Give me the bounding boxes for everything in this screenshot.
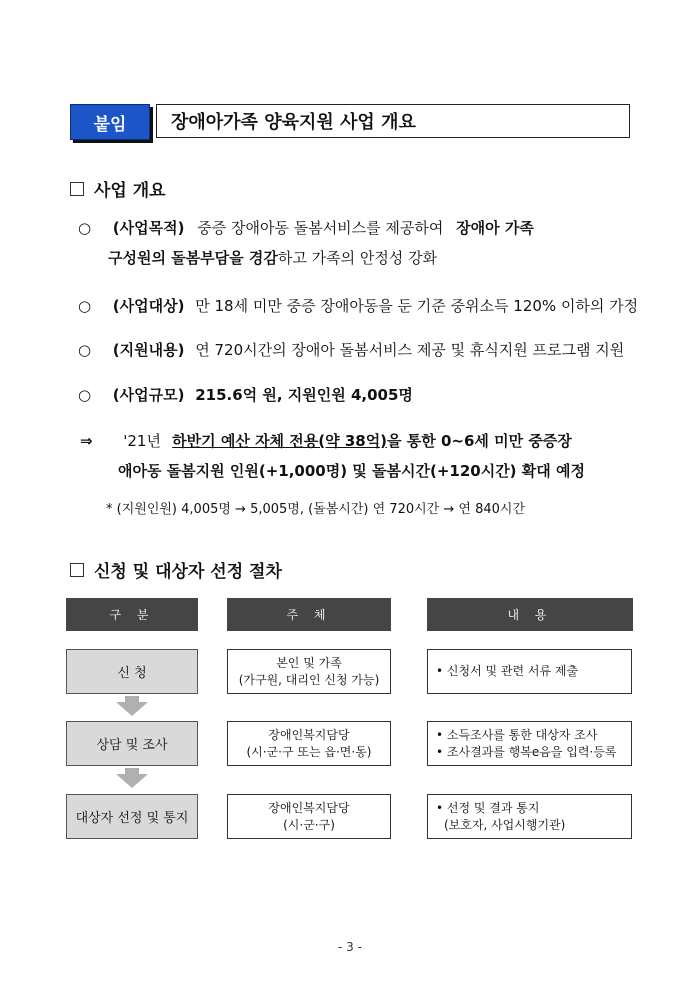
- attachment-badge: 붙임: [70, 104, 150, 140]
- expansion-plan: ⇒ '21년 하반기 예산 자체 전용(약 38억)을 통한 0~6세 미만 중증장 애아동 돌봄지원 인원(+1,000명) 및 돌봄시간(+120시간) 확대 예정: [80, 426, 640, 486]
- content-cell: • 신청서 및 관련 서류 제출: [427, 649, 632, 694]
- list-item-content: ○ (지원내용) 연 720시간의 장애아 돌봄서비스 제공 및 휴식지원 프로그램 지원: [78, 335, 624, 365]
- actor-cell: 장애인복지담당 (시·군·구): [227, 794, 391, 839]
- section-heading-overview: [70, 176, 166, 201]
- step-apply: 신 청: [66, 649, 198, 694]
- circle-bullet-icon: ○: [78, 341, 92, 359]
- down-arrow-icon: [116, 768, 148, 788]
- down-arrow-icon: [116, 696, 148, 716]
- circle-bullet-icon: ○: [78, 219, 92, 237]
- step-consult: 상담 및 조사: [66, 721, 198, 766]
- content-cell: • 소득조사를 통한 대상자 조사 • 조사결과를 행복e음을 입력·등록: [427, 721, 632, 766]
- actor-cell: 장애인복지담당 (시·군·구 또는 읍·면·동): [227, 721, 391, 766]
- column-header-content: 내 용: [427, 598, 633, 631]
- column-header-category: 구 분: [66, 598, 198, 631]
- list-item-purpose: ○ (사업목적) 중증 장애아동 돌봄서비스를 제공하여 장애아 가족 구성원의 돌봄부담을 경감하고 가족의 안정성 강화: [78, 213, 638, 273]
- section-heading-label: 신청 및 대상자 선정 절차: [94, 562, 282, 582]
- list-item-scale: ○ (사업규모) 215.6억 원, 지원인원 4,005명: [78, 380, 413, 410]
- page-number: - 3 -: [338, 940, 362, 954]
- content-cell: • 선정 및 결과 통지 (보호자, 사업시행기관): [427, 794, 632, 839]
- list-item-target: ○ (사업대상) 만 18세 미만 중증 장애아동을 둔 기준 중위소득 120% 이하의 가정: [78, 291, 638, 321]
- section-heading-label: 사업 개요: [94, 181, 166, 201]
- actor-cell: 본인 및 가족 (가구원, 대리인 신청 가능): [227, 649, 391, 694]
- column-header-actor: 주 체: [227, 598, 391, 631]
- section-heading-procedure: [70, 557, 282, 582]
- step-select-notify: 대상자 선정 및 통지: [66, 794, 198, 839]
- double-arrow-icon: ⇒: [80, 432, 93, 450]
- footnote: * (지원인원) 4,005명 → 5,005명, (돌봄시간) 연 720시간 → 연 840시간: [106, 502, 526, 517]
- checkbox-square-icon: [70, 563, 84, 577]
- document-title: 장애아가족 양육지원 사업 개요: [156, 104, 630, 138]
- circle-bullet-icon: ○: [78, 297, 92, 315]
- circle-bullet-icon: ○: [78, 386, 92, 404]
- checkbox-square-icon: [70, 182, 84, 196]
